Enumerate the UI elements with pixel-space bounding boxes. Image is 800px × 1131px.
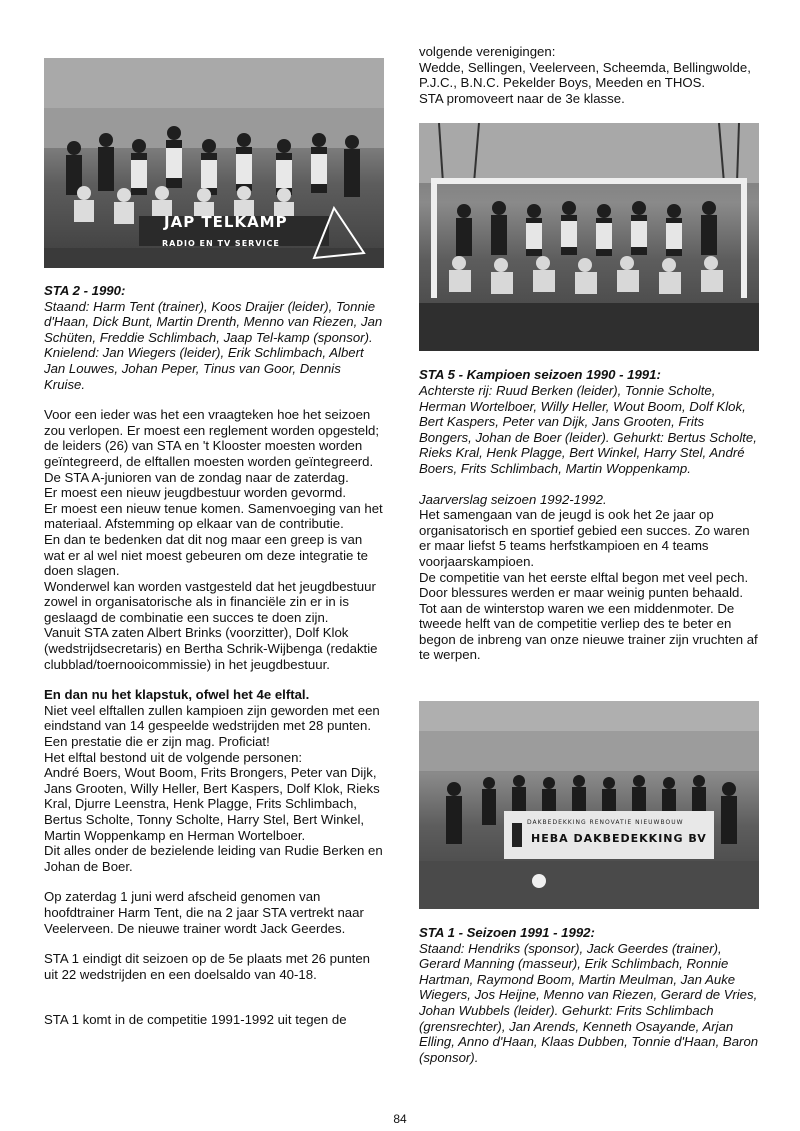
sta1-banner-line2: HEBA DAKBEDEKKING BV [531, 832, 707, 846]
photo-sta2-team [44, 58, 384, 268]
paragraph-2b: Het elftal bestond uit de volgende personen: [44, 749, 303, 765]
paragraph-3: Op zaterdag 1 juni werd afscheid genomen van hoofdtrainer Harm Tent, die na 2 jaar STA vertrekt naar Veelerveen. De nieuwe trainer wordt Jack Geerdes. [44, 889, 364, 936]
intro-line-2: Wedde, Sellingen, Veelerveen, Scheemda, Bellingwolde, P.J.C., B.N.C. Pekelder Boys, Meeden en THOS. [419, 59, 751, 91]
intro-line-1: volgende verenigingen: [419, 44, 556, 59]
intro-line-3: STA promoveert naar de 3e klasse. [419, 90, 625, 106]
caption-sta2-body: Staand: Harm Tent (trainer), Koos Draijer (leider), Tonnie d'Haan, Dick Bunt, Martin Drenth, Menno van Riezen, Jan Schüten, Freddie Schlimbach, Jaap Tel-kamp (sponsor). Knielend: Jan Wiegers (leider), Erik Schlimbach, Albert Jan Louwes, Johan Peper, Tinus van Goor, Dennis Kruise. [44, 298, 383, 392]
paragraph-1b: Er moest een nieuw jeugdbestuur worden gevormd. [44, 485, 347, 501]
right-column [419, 0, 759, 1065]
page-number: 84 [393, 1112, 407, 1126]
paragraph-1c: Er moest een nieuw tenue komen. Samenvoeging van het materiaal. Afstemming op elkaar van de contributie. [44, 500, 383, 532]
sta2-banner-line2: RADIO EN TV SERVICE [162, 239, 280, 248]
caption-sta1-title: STA 1 - Seizoen 1991 - 1992: [419, 925, 595, 941]
paragraph-2c: André Boers, Wout Boom, Frits Brongers, Peter van Dijk, Jans Grooten, Willy Heller, Bert Kaspers, Dolf Klok, Rieks Kral, Djurre Leenstra, Henk Plagge, Frits Schlimbach, Bertus Scholte, Tonny Scholte, Harry Stel, Bert Winkel, Martin Woppenkamp en Herman Wortelboer. [44, 765, 380, 843]
paragraph-5: STA 1 komt in de competitie 1991-1992 uit tegen de [44, 1012, 347, 1028]
photo-sta1-figures [419, 701, 759, 909]
caption-sta1-body: Staand: Hendriks (sponsor), Jack Geerdes (trainer), Gerard Manning (masseur), Erik Schlimbach, Ronnie Hartman, Raymond Boom, Martin Meulman, Jan Auke Wiegers, Jos Heijne, Menno van Riezen, Gerard de Vries, Johan Wubbels (leider). Gehurkt: Frits Schlimbach (grensrechter), Jan Arends, Kenneth Osayande, Arjan Elling, Anno d'Haan, Klaas Dubben, Tonnie d'Haan, Baron (sponsor). [419, 940, 759, 1065]
paragraph-2a: Niet veel elftallen zullen kampioen zijn geworden met een eindstand van 14 gespeelde wedstrijden met 28 punten. Een prestatie die er zijn mag. Proficiat! [44, 702, 380, 750]
photo-sta5-team [419, 123, 759, 351]
caption-sta2-title: STA 2 - 1990: [44, 283, 126, 298]
jaarverslag-title: Jaarverslag seizoen 1992-1992. [419, 491, 607, 507]
sta1-banner-line1: DAKBEDEKKING RENOVATIE NIEUWBOUW [527, 819, 684, 827]
paragraph-1f: Vanuit STA zaten Albert Brinks (voorzitter), Dolf Klok (wedstrijdsecretaris) en Bertha Schrik-Wijbenga (redaktie clubblad/toernooicommissie) in het jeugdbestuur. [44, 625, 378, 672]
paragraph-1a: Voor een ieder was het een vraagteken hoe het seizoen zou verlopen. Er moest een reglement worden opgesteld; de leiders (26) van STA en 't Klooster moesten worden geïntegreerd, de elftallen moesten worden geïntegreerd. De STA A-junioren van de zondag naar de zaterdag. [44, 407, 380, 485]
photo-sta5-figures [419, 123, 759, 351]
left-column [44, 0, 384, 1028]
jaarverslag-paragraph-2: De competitie van het eerste elftal begon met veel pech. Door blessures werden er maar weinig punten behaald. Tot aan de winterstop waren we een middenmoter. De tweede helft van de competitie verliep des te beter en begon de inbreng van onze nieuwe trainer zijn vruchten af te werpen. [419, 569, 758, 663]
paragraph-1e: Wonderwel kan worden vastgesteld dat het jeugdbestuur zowel in organisatorische als in financiële zin er in is geslaagd de combinatie een succes te doen zijn. [44, 578, 376, 625]
photo-sta1-team [419, 701, 759, 909]
jaarverslag-paragraph-1: Het samengaan van de jeugd is ook het 2e jaar op organisatorisch en sportief gebied een succes. Zo waren er maar liefst 5 teams herfstkampioen en 4 teams voorjaarskampioen. [419, 507, 750, 569]
heading-4e-elftal: En dan nu het klapstuk, ofwel het 4e elftal. [44, 687, 310, 703]
paragraph-4: STA 1 eindigt dit seizoen op de 5e plaats met 26 punten uit 22 wedstrijden en een doelsaldo van 40-18. [44, 951, 371, 982]
paragraph-1d: En dan te bedenken dat dit nog maar een greep is van wat er al wel niet moest gebeuren om deze integratie te doen slagen. [44, 531, 369, 579]
paragraph-2d: Dit alles onder de bezielende leiding van Rudie Berken en Johan de Boer. [44, 843, 383, 874]
caption-sta5-title: STA 5 - Kampioen seizoen 1990 - 1991: [419, 367, 661, 383]
sta2-banner-line1: JAP TELKAMP [164, 213, 288, 231]
caption-sta5-body: Achterste rij: Ruud Berken (leider), Tonnie Scholte, Herman Wortelboer, Willy Heller, Wout Boom, Dolf Klok, Bert Kaspers, Peter van Dijk, Jans Grooten, Frits Bongers, Johan de Boer (leider). Gehurkt: Bertus Scholte, Rieks Kral, Henk Plagge, Bert Winkel, Harry Stel, André Boers, Frits Schlimbach, Martin Woppenkamp. [419, 382, 757, 476]
